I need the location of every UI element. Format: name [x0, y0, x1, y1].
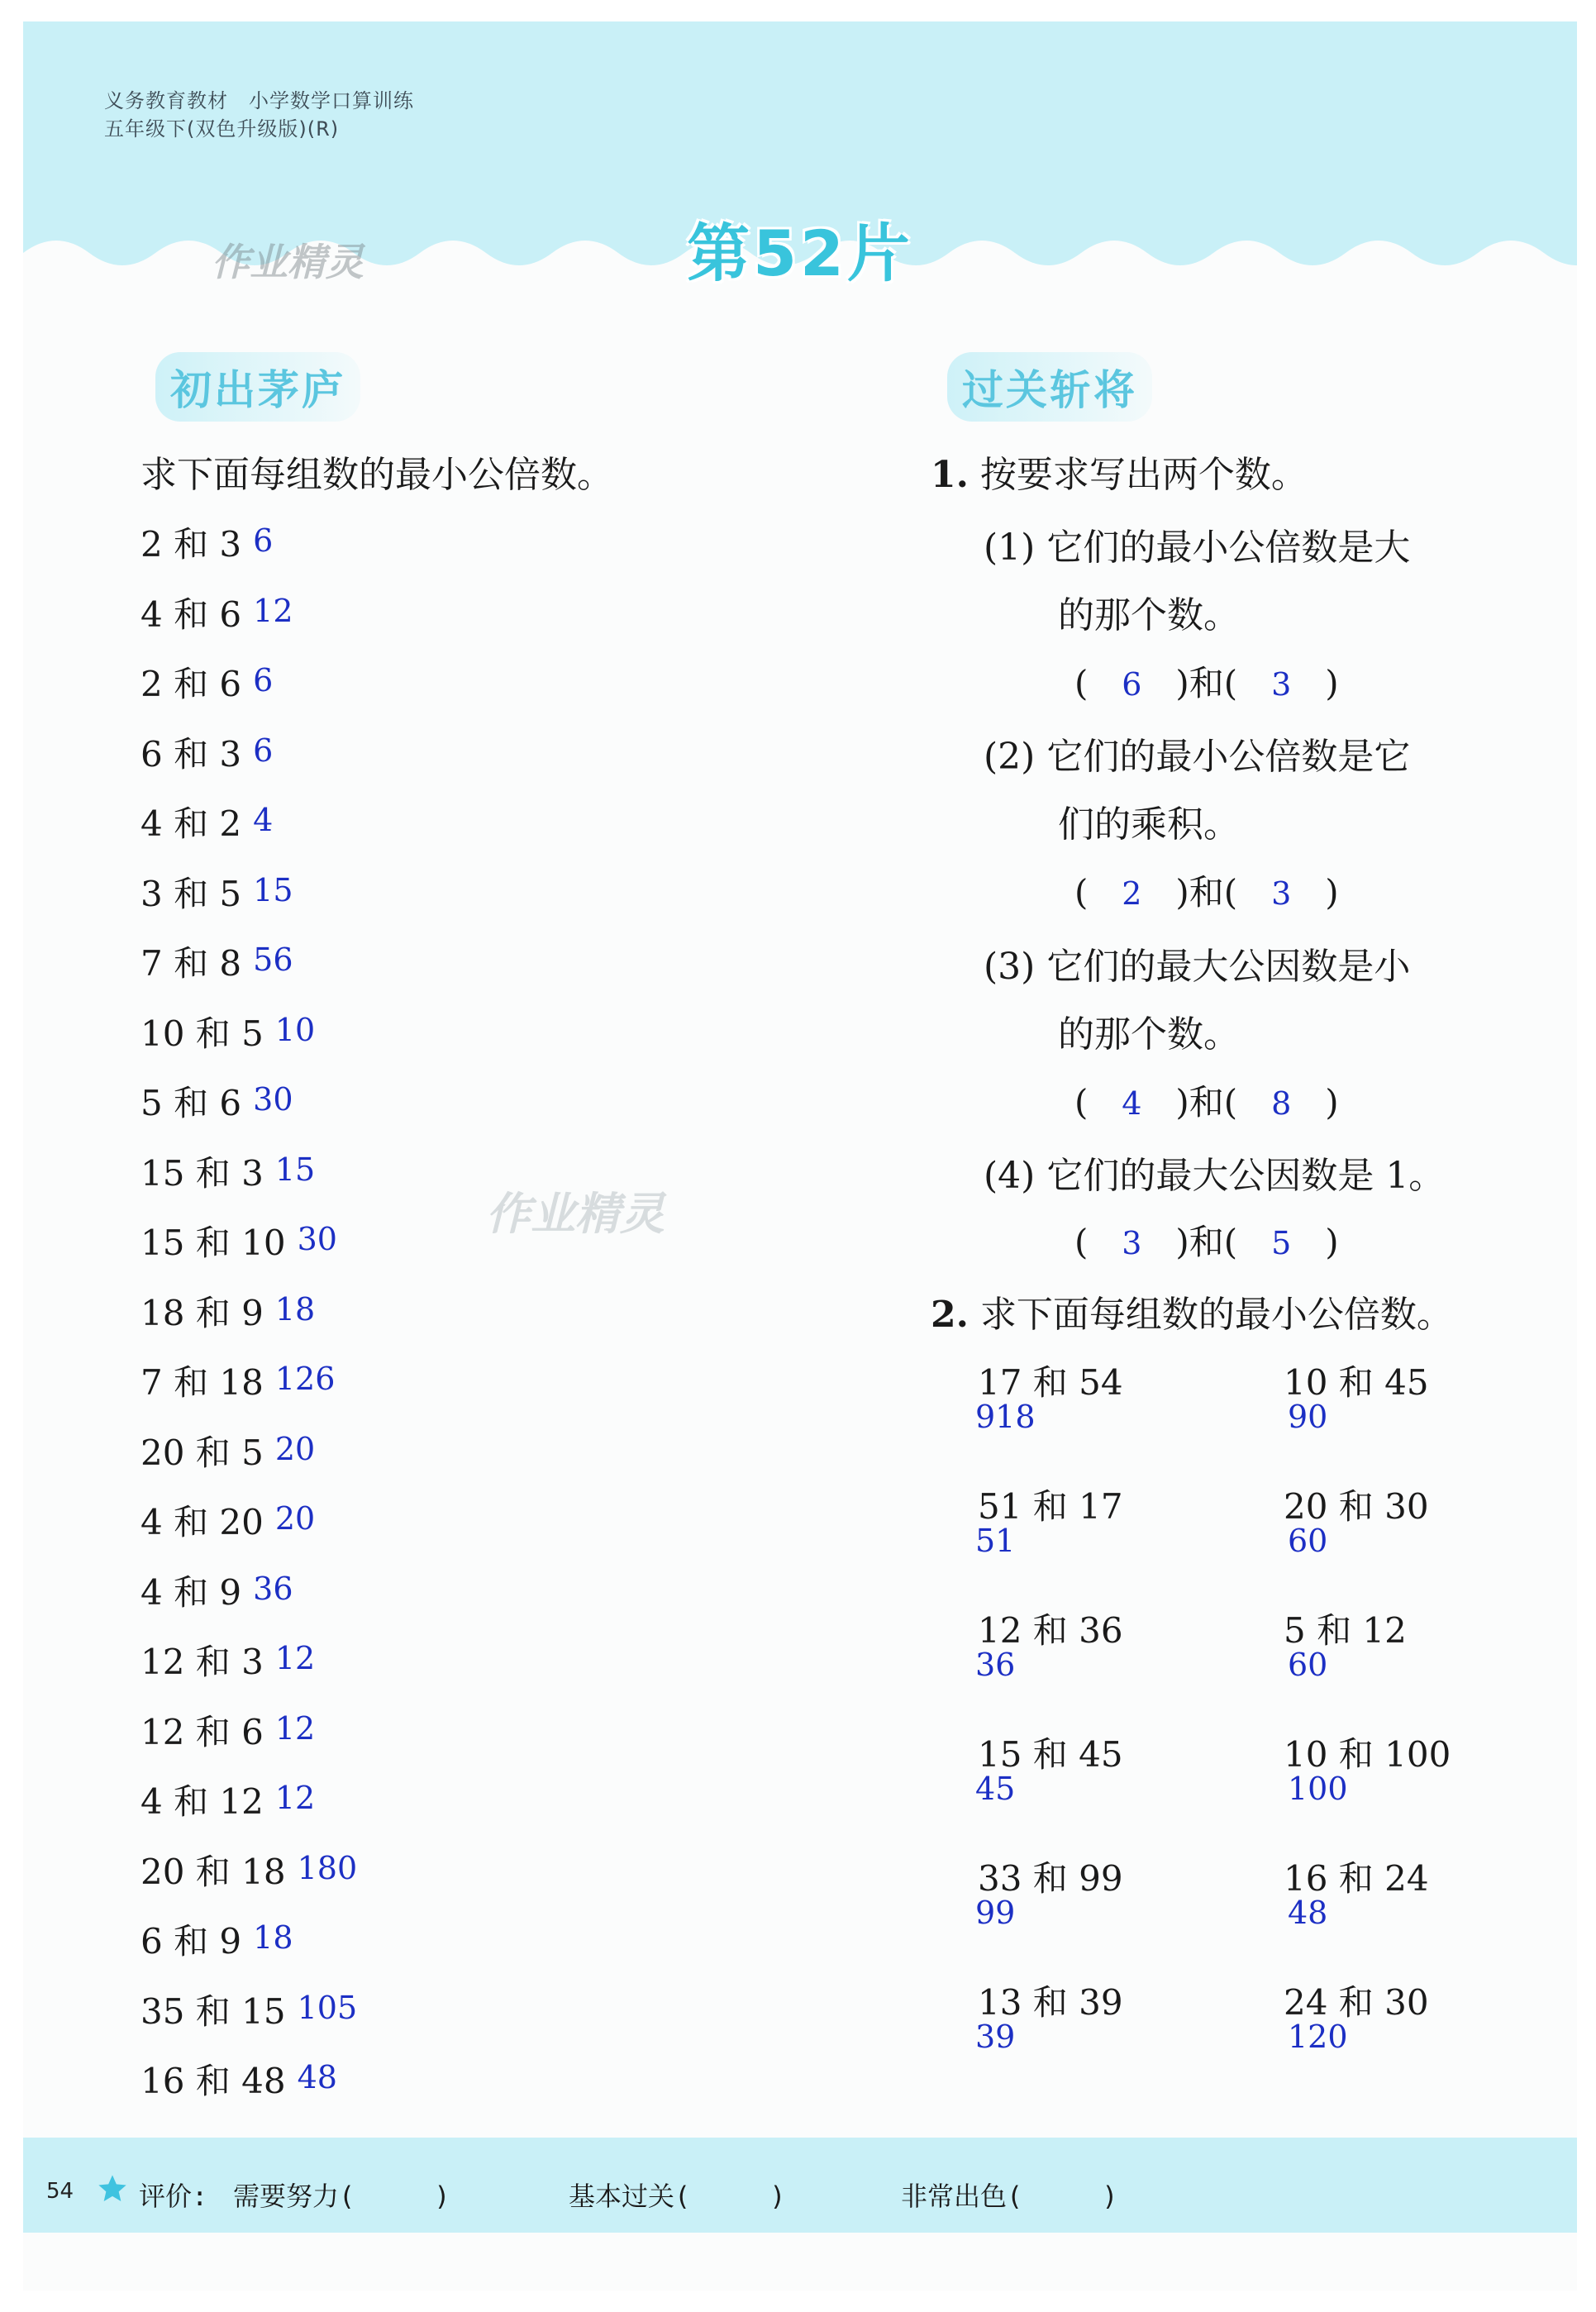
q2-answer: 36 [975, 1647, 1016, 1683]
paren: ( [1074, 663, 1089, 703]
paren: ) [1325, 1222, 1339, 1262]
section-title-right: 过关斩将 [947, 352, 1152, 422]
q1-part-text: 它们的最大公因数是小 [1046, 946, 1411, 988]
left-exercise-row [141, 1705, 315, 1755]
q1-number: 1. [931, 454, 969, 496]
section-title-left: 初出茅庐 [155, 352, 360, 422]
left-exercise-row [141, 1495, 315, 1545]
q2-expression: 51 和 17 [978, 1486, 1123, 1527]
exercise-answer: 10 [274, 1011, 316, 1048]
and-connector: )和( [1175, 1082, 1238, 1123]
q1-part-text: 它们的最小公倍数是大 [1046, 527, 1411, 569]
q2-answer: 48 [1288, 1895, 1328, 1931]
q1-part-text: 它们的最小公倍数是它 [1046, 736, 1411, 778]
exercise-answer: 20 [274, 1500, 316, 1537]
star-icon [96, 2172, 129, 2205]
q2-answer: 45 [975, 1771, 1016, 1807]
exercise-expression: 12 和 3 [141, 1642, 264, 1682]
q2-expression: 17 和 54 [978, 1362, 1123, 1403]
answer-blank-a: 2 [1122, 875, 1142, 912]
exercise-expression: 5 和 6 [141, 1083, 242, 1123]
and-connector: )和( [1175, 872, 1238, 913]
page-title: 第52片 [687, 217, 913, 290]
answer-blank-a: 3 [1122, 1225, 1142, 1261]
left-exercise-row [141, 1775, 315, 1824]
footer-option-excellent: 非常出色( ) [901, 2181, 1118, 2212]
left-exercise-row [141, 588, 293, 637]
footer-option-needs-effort: 需要努力( ) [233, 2181, 450, 2212]
q2-expression: 12 和 36 [978, 1610, 1123, 1651]
exercise-expression: 4 和 9 [141, 1571, 242, 1613]
watermark-logo-center: 作业精灵 [486, 1188, 665, 1240]
q1-answer-pair [1074, 865, 1339, 915]
exercise-expression: 3 和 5 [141, 873, 242, 914]
left-exercise-row [141, 657, 273, 707]
exercise-expression: 4 和 6 [141, 593, 242, 635]
q1-part-text: 它们的最大公因数是 1。 [1046, 1155, 1446, 1197]
q2-expression: 33 和 99 [978, 1858, 1123, 1899]
q1-part-text-cont: 们的乘积。 [1058, 803, 1240, 846]
exercise-answer: 105 [297, 1989, 358, 2026]
q2-answer: 90 [1288, 1399, 1328, 1435]
exercise-answer: 12 [274, 1640, 316, 1676]
q2-answer: 100 [1288, 1771, 1348, 1807]
exercise-expression: 16 和 48 [141, 2061, 286, 2101]
q1-part-line [984, 937, 1410, 989]
q1-part-label: (2) [984, 736, 1036, 778]
exercise-answer: 30 [297, 1221, 337, 1257]
left-prompt: 求下面每组数的最小公倍数。 [141, 454, 613, 496]
q1-part-label: (3) [984, 946, 1036, 988]
book-grade-title: 五年级下(双色升级版)(R) [104, 117, 340, 141]
exercise-expression: 10 和 5 [141, 1013, 264, 1054]
left-exercise-row [141, 1286, 315, 1336]
left-exercise-row [141, 1566, 293, 1615]
exercise-expression: 6 和 9 [141, 1921, 242, 1962]
q1-part-line [984, 727, 1410, 779]
left-exercise-row [141, 797, 273, 846]
paren: ) [1325, 872, 1339, 913]
paren: ) [1325, 663, 1339, 703]
exercise-expression: 4 和 12 [141, 1781, 264, 1822]
exercise-expression: 7 和 8 [141, 943, 242, 984]
exercise-expression: 6 和 3 [141, 733, 242, 775]
exercise-answer: 15 [274, 1151, 316, 1188]
q2-answer: 99 [975, 1895, 1016, 1931]
exercise-answer: 18 [274, 1290, 316, 1328]
q2-answer: 39 [975, 2019, 1016, 2055]
watermark-logo: 作业精灵 [212, 240, 364, 284]
page-sheet [23, 21, 1577, 2291]
exercise-answer: 12 [253, 592, 293, 629]
q2-expression: 15 和 45 [978, 1734, 1123, 1775]
left-exercise-row [141, 1076, 293, 1126]
answer-blank-b: 5 [1271, 1225, 1292, 1261]
answer-blank-a: 4 [1122, 1085, 1142, 1122]
q2-answer: 60 [1288, 1523, 1328, 1559]
q1-part-label: (4) [984, 1155, 1036, 1197]
exercise-expression: 20 和 18 [141, 1851, 286, 1892]
exercise-answer: 6 [253, 662, 274, 698]
footer-option-pass: 基本过关( ) [569, 2181, 786, 2212]
exercise-answer: 12 [274, 1780, 316, 1816]
exercise-answer: 126 [274, 1361, 336, 1397]
q1-part-line [984, 1146, 1445, 1199]
answer-blank-b: 3 [1271, 666, 1292, 703]
exercise-expression: 12 和 6 [141, 1711, 264, 1752]
paren: ) [1325, 1082, 1339, 1123]
q1-part-line [984, 517, 1410, 570]
paren: ( [1074, 1222, 1089, 1262]
q2-heading [931, 1285, 1453, 1337]
exercise-answer: 30 [253, 1081, 293, 1118]
left-exercise-row [141, 1356, 335, 1405]
answer-blank-b: 3 [1271, 875, 1292, 912]
left-exercise-row [141, 1845, 357, 1895]
exercise-expression: 2 和 6 [141, 664, 242, 704]
left-exercise-row [141, 1216, 337, 1266]
exercise-expression: 4 和 2 [141, 803, 242, 844]
answer-blank-b: 8 [1271, 1085, 1292, 1122]
left-exercise-row [141, 2054, 337, 2104]
exercise-expression: 7 和 18 [141, 1362, 264, 1403]
exercise-answer: 6 [253, 522, 274, 559]
q2-text: 求下面每组数的最小公倍数。 [979, 1294, 1453, 1336]
q2-expression: 10 和 100 [1284, 1734, 1451, 1775]
footer-eval-label: 评价: [139, 2181, 208, 2212]
exercise-expression: 2 和 3 [141, 524, 242, 565]
page-number: 54 [46, 2179, 74, 2204]
exercise-expression: 35 和 15 [141, 1990, 286, 2032]
exercise-answer: 12 [274, 1709, 316, 1747]
exercise-answer: 6 [253, 732, 274, 769]
q1-answer-pair [1074, 1075, 1339, 1125]
exercise-answer: 48 [297, 2059, 337, 2095]
q2-answer: 918 [975, 1399, 1036, 1435]
q2-answer: 120 [1288, 2019, 1348, 2055]
q2-number: 2. [931, 1294, 969, 1336]
left-exercise-row [141, 727, 273, 777]
exercise-expression: 20 和 5 [141, 1432, 264, 1473]
left-exercise-row [141, 517, 273, 567]
left-exercise-row [141, 937, 293, 986]
answer-blank-a: 6 [1122, 666, 1142, 703]
q2-expression: 24 和 30 [1284, 1982, 1429, 2023]
q1-part-label: (1) [984, 527, 1036, 569]
left-exercise-row [141, 1426, 315, 1475]
exercise-answer: 36 [253, 1570, 293, 1607]
q2-expression: 10 和 45 [1284, 1362, 1429, 1403]
q1-text: 按要求写出两个数。 [979, 454, 1308, 496]
exercise-expression: 15 和 10 [141, 1223, 286, 1263]
q2-answer: 60 [1288, 1647, 1328, 1683]
left-exercise-row [141, 1146, 315, 1196]
q1-answer-pair [1074, 656, 1339, 706]
left-exercise-row [141, 1635, 315, 1685]
exercise-expression: 4 和 20 [141, 1502, 264, 1542]
q1-part-text-cont: 的那个数。 [1058, 1013, 1240, 1056]
exercise-answer: 18 [253, 1919, 293, 1956]
exercise-answer: 15 [253, 871, 293, 908]
left-exercise-row [141, 1914, 293, 1964]
and-connector: )和( [1175, 663, 1238, 703]
exercise-answer: 180 [297, 1849, 358, 1886]
exercise-answer: 20 [274, 1430, 316, 1467]
paren: ( [1074, 872, 1089, 913]
exercise-answer: 4 [253, 802, 274, 838]
left-exercise-row [141, 1985, 357, 2034]
q2-expression: 16 和 24 [1284, 1858, 1429, 1899]
exercise-expression: 15 和 3 [141, 1152, 264, 1194]
q2-answer: 51 [975, 1523, 1016, 1559]
exercise-expression: 18 和 9 [141, 1292, 264, 1333]
left-exercise-row [141, 867, 293, 917]
q1-answer-pair [1074, 1215, 1339, 1265]
q2-expression: 5 和 12 [1284, 1610, 1407, 1651]
q1-heading [931, 445, 1308, 498]
and-connector: )和( [1175, 1222, 1238, 1262]
left-exercise-row [141, 1007, 315, 1056]
q1-part-text-cont: 的那个数。 [1058, 594, 1240, 636]
exercise-answer: 56 [253, 941, 293, 978]
paren: ( [1074, 1082, 1089, 1123]
q2-expression: 20 和 30 [1284, 1486, 1429, 1527]
book-series-title: 义务教育教材 小学数学口算训练 [104, 89, 414, 112]
q2-expression: 13 和 39 [978, 1982, 1123, 2023]
